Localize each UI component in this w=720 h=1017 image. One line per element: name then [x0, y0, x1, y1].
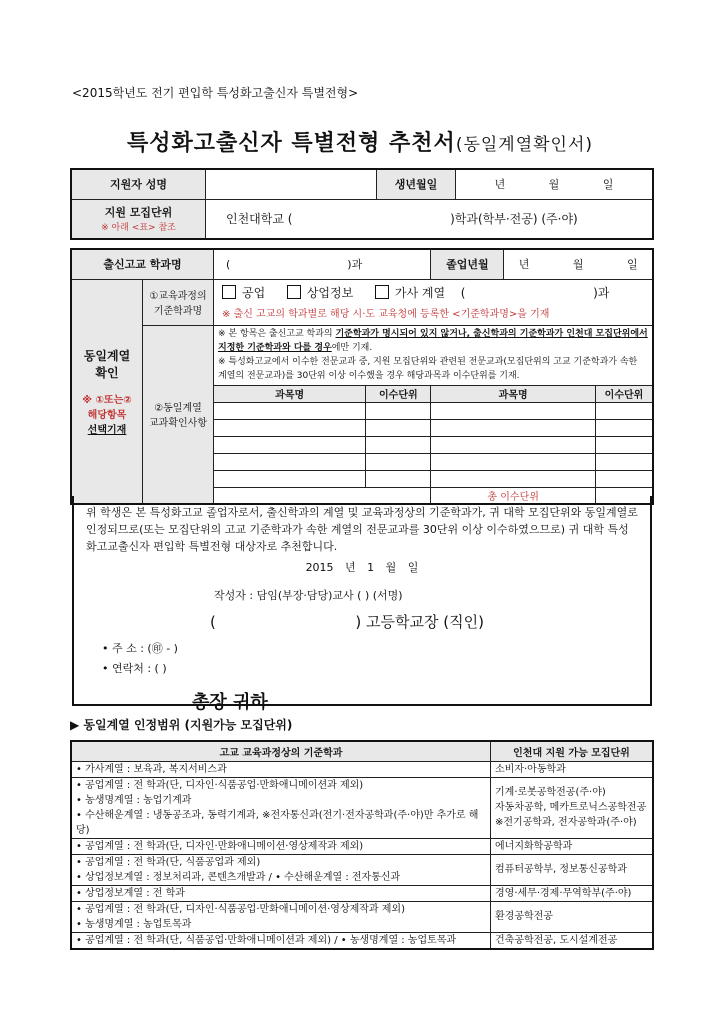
item2-label-1: ②동일계열 — [154, 403, 202, 415]
range-right-line: 기계·로봇공학전공(주·야) — [495, 787, 606, 798]
units-cell[interactable] — [596, 470, 654, 487]
range-left-cell — [71, 854, 491, 885]
principal-open: ( — [210, 613, 216, 631]
unit-suffix: )학과(학부·전공) (주·야) — [450, 212, 578, 227]
range-row — [71, 838, 653, 854]
addressee: 총장 귀하 — [192, 692, 268, 713]
range-left-line: • 공업계열 : 전 학과(단, 디자인·만화애니메이션·영상제작과 제외) — [76, 840, 364, 852]
birth-field[interactable]: 년 월 일 — [456, 169, 654, 199]
units-cell[interactable] — [596, 402, 654, 419]
units-cell[interactable] — [596, 419, 654, 436]
subject-cell[interactable] — [214, 453, 366, 470]
units-cell[interactable] — [596, 436, 654, 453]
range-heading: ▶ 동일계열 인정범위 (지원가능 모집단위) — [70, 718, 293, 732]
subject-cell[interactable] — [431, 402, 596, 419]
range-left-cell — [71, 901, 491, 932]
range-left-line: • 공업계열 : 전 학과(단, 식품공업과 제외) — [76, 856, 261, 868]
units-cell[interactable] — [366, 436, 431, 453]
name-label: 지원자 성명 — [71, 169, 206, 199]
confirm-label-1: 동일계열 — [83, 348, 131, 363]
dept-label: 출신고교 학과명 — [71, 249, 214, 279]
address-line: • 주 소 : (㊞ - ) — [102, 642, 178, 655]
range-row — [71, 932, 653, 949]
col-units-2: 이수단위 — [596, 385, 654, 402]
range-right-line: 자동차공학, 메카트로닉스공학전공 — [495, 802, 647, 813]
range-left-line: • 농생명계열 : 농업기계과 — [76, 794, 192, 806]
checkbox-industry[interactable] — [222, 285, 236, 299]
item2-label-2: 교과확인사항 — [149, 418, 207, 430]
range-left-line: • 수산해운계열 : 냉동공조과, 동력기계과, ※전자통신과(전기·전자공학과(주·야)만 추가로 해당) — [76, 809, 479, 836]
subject-cell[interactable] — [214, 470, 366, 487]
note-2: ※ 특성화고교에서 이수한 전문교과 중, 지원 모집단위와 관련된 전문교과(모집단위의 고교 기준학과가 속한 계열의 전문교과)를 30단위 이상 이수했을 경우 해당과목과 이수단위를 기재. — [218, 357, 638, 381]
range-col-left: 고교 교육과정상의 기준학과 — [71, 741, 491, 761]
title-main: 특성화고출신자 특별전형 추천서 — [126, 131, 456, 156]
unit-field[interactable] — [206, 199, 654, 239]
range-right-line: 경영·세무·경제·무역학부(주·야) — [495, 887, 632, 899]
range-left-cell — [71, 777, 491, 838]
range-left-line: • 농생명계열 : 농업토목과 — [76, 918, 192, 930]
checkbox-commerce[interactable] — [287, 285, 301, 299]
units-cell[interactable] — [366, 453, 431, 470]
range-col-right: 인천대 지원 가능 모집단위 — [491, 741, 654, 761]
writer-line: 작성자 : 담임(부장·담당)교사 ( ) (서명) — [214, 589, 403, 602]
unit-prefix: 인천대학교 ( — [226, 212, 293, 227]
range-left-cell — [71, 885, 491, 901]
option-open: ( — [460, 286, 466, 300]
range-right-cell — [491, 761, 654, 777]
recommendation-block — [72, 496, 652, 713]
unit-label-cell — [71, 199, 206, 239]
dept-open: ( — [226, 258, 231, 272]
applicant-table — [70, 168, 654, 240]
units-cell[interactable] — [366, 419, 431, 436]
range-left-line: • 공업계열 : 전 학과(단, 디자인·식품공업·만화애니메이션과 제외) — [76, 779, 364, 791]
recommend-text: 위 학생은 본 특성화고교 졸업자로서, 출신학과의 계열 및 교육과정상의 기준학과가, 귀 대학 모집단위와 동일계열로 인정되므로(또는 모집단위의 고교 기준학과가 속한 계열의 전문교과를 30단위 이상 이수하였으므로) 귀 대학 특성화고교출신자 편입학 특별전형 대상자로 추천합니다. — [86, 506, 638, 553]
dept-close: )과 — [347, 258, 363, 272]
item1-label — [143, 279, 214, 325]
range-row — [71, 854, 653, 885]
unit-note: ※ 아래 <표> 참조 — [101, 223, 176, 234]
range-row — [71, 901, 653, 932]
checkbox-home[interactable] — [375, 285, 389, 299]
select-note-2: 해당항목 — [87, 409, 127, 421]
range-right-cell — [491, 932, 654, 949]
confirm-label-2: 확인 — [95, 365, 119, 380]
contact-line: • 연락처 : ( ) — [102, 662, 167, 675]
range-left-line: • 상업정보계열 : 정보처리과, 콘텐츠개발과 / • 수산해운계열 : 전자통신과 — [76, 871, 401, 883]
range-row — [71, 777, 653, 838]
grad-label: 졸업년월 — [431, 249, 504, 279]
col-subject-2: 과목명 — [431, 385, 596, 402]
range-right-cell — [491, 838, 654, 854]
option-industry: 공업 — [242, 286, 266, 300]
select-note-3: 선택기재 — [87, 424, 127, 436]
birth-label: 생년월일 — [377, 169, 456, 199]
subject-cell[interactable] — [431, 436, 596, 453]
note-1: ※ 본 항목은 출신고교 학과의 기준학과가 명시되어 있지 않거나, 출신학과의 기준학과가 인천대 모집단위에서 지정한 기준학과와 다를 경우에만 기재. — [218, 329, 648, 353]
col-units-1: 이수단위 — [366, 385, 431, 402]
school-table — [70, 248, 654, 505]
range-right-line: 소비자·아동학과 — [495, 763, 566, 775]
option-close: )과 — [593, 286, 610, 300]
range-left-cell — [71, 838, 491, 854]
range-right-line: 건축공학전공, 도시설계전공 — [495, 934, 618, 946]
item2-notes — [214, 325, 654, 385]
principal-close: ) 고등학교장 (직인) — [355, 613, 484, 631]
range-right-cell — [491, 885, 654, 901]
unit-label: 지원 모집단위 — [104, 206, 173, 220]
recommend-date: 2015 년 1 월 일 — [305, 561, 419, 574]
confirm-label-cell — [71, 279, 143, 504]
range-left-cell — [71, 932, 491, 949]
units-cell[interactable] — [366, 470, 431, 487]
form-title — [0, 126, 720, 157]
range-right-line: 컴퓨터공학부, 정보통신공학과 — [495, 864, 627, 875]
grad-field[interactable]: 년 월 일 — [504, 249, 653, 279]
subject-cell[interactable] — [214, 436, 366, 453]
total-label: 총 이수단위 — [431, 487, 596, 504]
range-table — [70, 740, 654, 950]
units-cell[interactable] — [366, 402, 431, 419]
item1-label-2: 기준학과명 — [153, 306, 203, 317]
range-right-cell — [491, 854, 654, 885]
subject-cell[interactable] — [214, 419, 366, 436]
item1-label-1: ①교육과정의 — [149, 291, 207, 302]
subject-cell[interactable] — [431, 470, 596, 487]
item1-field — [214, 279, 654, 325]
option-home: 가사 계열 — [394, 286, 446, 300]
range-right-line: ※전기공학과, 전자공학과(주·야) — [495, 817, 637, 828]
form-header: <2015학년도 전기 편입학 특성화고출신자 특별전형> — [72, 86, 359, 100]
range-right-line: 환경공학전공 — [495, 911, 553, 922]
select-note-1: ※ ①또는② — [82, 394, 132, 406]
range-right-cell — [491, 901, 654, 932]
subject-cell[interactable] — [431, 453, 596, 470]
range-body — [71, 761, 653, 949]
range-left-line: • 가사계열 : 보육과, 복지서비스과 — [76, 763, 227, 775]
range-left-line: • 공업계열 : 전 학과(단, 식품공업·만화애니메이션과 제외) / • 농생명계열 : 농업토목과 — [76, 934, 457, 946]
option-row — [222, 284, 648, 301]
subject-cell[interactable] — [214, 402, 366, 419]
range-right-cell — [491, 777, 654, 838]
range-left-line: • 상업정보계열 : 전 학과 — [76, 887, 185, 899]
item1-note: ※ 출신 고교의 학과별로 해당 시·도 교육청에 등록한 <기준학과명>을 기재 — [222, 309, 550, 320]
range-left-line: • 공업계열 : 전 학과(단, 디자인·식품공업·만화애니메이션·영상제작과 제외) — [76, 903, 405, 915]
subject-cell[interactable] — [431, 419, 596, 436]
dept-field[interactable] — [214, 249, 431, 279]
col-subject-1: 과목명 — [214, 385, 366, 402]
name-field[interactable] — [206, 169, 377, 199]
range-right-line: 에너지화학공학과 — [495, 840, 573, 852]
option-commerce: 상업정보 — [306, 286, 354, 300]
range-row — [71, 761, 653, 777]
item2-label — [143, 325, 214, 504]
range-left-cell — [71, 761, 491, 777]
range-row — [71, 885, 653, 901]
units-cell[interactable] — [596, 453, 654, 470]
principal-line — [74, 611, 650, 632]
title-sub: (동일계열확인서) — [455, 135, 594, 155]
